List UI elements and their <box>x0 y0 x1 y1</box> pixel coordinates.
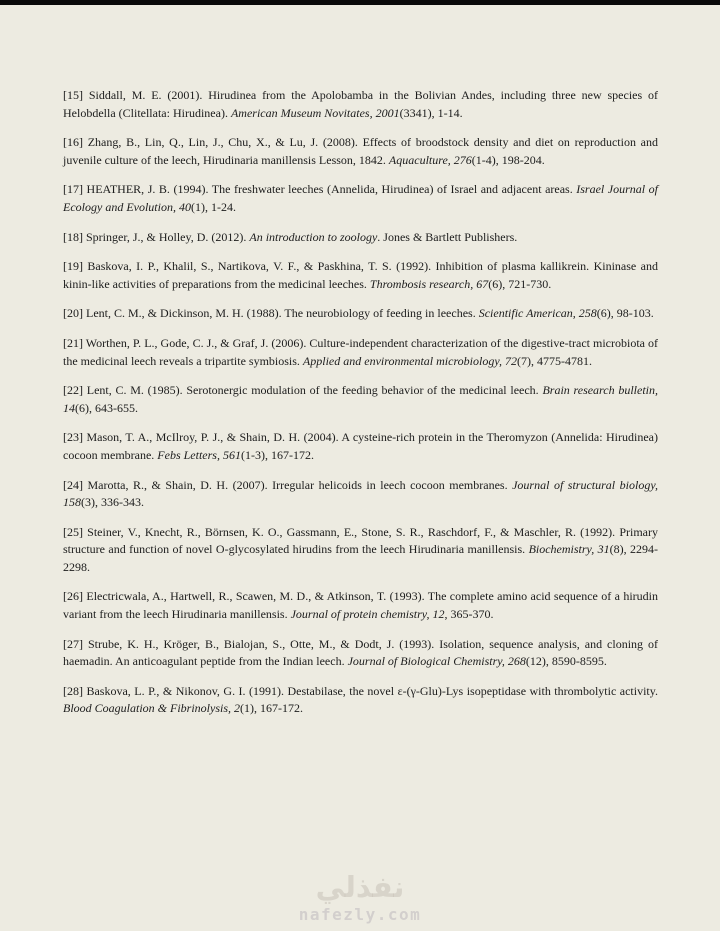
reference-text: [23] Mason, T. A., McIlroy, P. J., & Shain, D. H. (2004). A cysteine-rich protein in the Theromyzon (Annelida: Hirudinea) cocoon membrane. <box>63 430 658 462</box>
reference-entry <box>63 588 658 623</box>
reference-text: (3), 336-343. <box>81 495 144 510</box>
reference-text: [15] Siddall, M. E. (2001). Hirudinea from the Apolobamba in the Bolivian Andes, including three new species of Helobdella (Clitellata: Hirudinea). <box>63 88 658 120</box>
reference-journal-name: Blood Coagulation & Fibrinolysis, 2 <box>63 701 241 716</box>
reference-text: (1-4), 198-204. <box>471 152 545 167</box>
reference-entry <box>63 429 658 464</box>
reference-text: [20] Lent, C. M., & Dickinson, M. H. (1988). The neurobiology of feeding in leeches. <box>63 306 479 321</box>
reference-entry <box>63 683 658 718</box>
reference-entry <box>63 181 658 216</box>
reference-text: (6), 98-103. <box>596 306 654 321</box>
top-black-bar <box>0 0 720 5</box>
reference-journal-name: American Museum Novitates, 2001 <box>230 105 400 120</box>
nafezly-site-text: nafezly.com <box>298 905 422 924</box>
reference-journal-name: Thrombosis research, 67 <box>369 276 489 291</box>
reference-text: (6), 643-655. <box>75 400 138 415</box>
reference-entry <box>63 524 658 577</box>
reference-journal-name: Scientific American, 258 <box>478 306 597 321</box>
reference-text: [22] Lent, C. M. (1985). Serotonergic modulation of the feeding behavior of the medicinal leech. <box>63 383 543 398</box>
reference-entry <box>63 134 658 169</box>
reference-journal-name: Journal of protein chemistry, 12 <box>290 607 445 622</box>
reference-journal-name: Febs Letters, 561 <box>157 447 241 462</box>
reference-entry <box>63 229 658 247</box>
reference-text: [21] Worthen, P. L., Gode, C. J., & Graf, J. (2006). Culture-independent characterization of the digestive-tract microbiota of the medicinal leech reveals a tripartite symbiosis. <box>63 335 658 368</box>
reference-journal-name: Brain research bulletin, 14 <box>63 383 659 415</box>
reference-entry <box>63 382 658 417</box>
reference-text: [17] HEATHER, J. B. (1994). The freshwater leeches (Annelida, Hirudinea) of Israel and adjacent areas. <box>63 182 577 197</box>
nafezly-logo: نفذلي <box>315 870 405 904</box>
reference-text: (7), 4775-4781. <box>517 353 592 368</box>
reference-journal-name: An introduction to zoology <box>249 229 378 244</box>
reference-text: . Jones & Bartlett Publishers. <box>377 229 518 244</box>
reference-text: [26] Electricwala, A., Hartwell, R., Scawen, M. D., & Atkinson, T. (1993). The complete amino acid sequence of a hirudin variant from the leech Hirudinaria manillensis. <box>63 589 658 622</box>
reference-entry <box>63 87 658 122</box>
reference-text: (1), 1-24. <box>190 199 236 214</box>
watermark <box>0 872 720 924</box>
reference-text: [25] Steiner, V., Knecht, R., Börnsen, K. O., Gassmann, E., Stone, S. R., Raschdorf, F., & Maschler, R. (1992). Primary structure and function of novel O-glycosylated hirudins from the leech Hirudinaria manillensis. <box>63 524 658 557</box>
reference-journal-name: Biochemistry, 31 <box>528 542 610 557</box>
reference-text: (8), 2294-2298. <box>63 542 658 574</box>
reference-text: (3341), 1-14. <box>399 105 463 120</box>
reference-entry <box>63 258 658 293</box>
reference-text: (6), 721-730. <box>488 276 552 291</box>
reference-journal-name: Israel Journal of Ecology and Evolution, 40 <box>63 182 658 214</box>
reference-text: , 365-370. <box>444 607 494 622</box>
reference-journal-name: Applied and environmental microbiology, 72 <box>302 353 517 368</box>
reference-entry <box>63 477 658 512</box>
reference-text: [27] Strube, K. H., Kröger, B., Bialojan, S., Otte, M., & Dodt, J. (1993). Isolation, sequence analysis, and cloning of haemadin. An anticoagulant peptide from the Indian leech. <box>63 636 658 669</box>
reference-text: [18] Springer, J., & Holley, D. (2012). <box>63 229 250 244</box>
reference-text: [16] Zhang, B., Lin, Q., Lin, J., Chu, X., & Lu, J. (2008). Effects of broodstock density and diet on reproduction and juvenile culture of the leech, Hirudinaria manillensis Lesson, 1842. <box>63 135 658 167</box>
reference-entry <box>63 335 658 370</box>
reference-text: [28] Baskova, L. P., & Nikonov, G. I. (1991). Destabilase, the novel ε-(γ-Glu)-Lys isopeptidase with thrombolytic activity. <box>63 683 658 698</box>
reference-entry <box>63 305 658 323</box>
reference-text: (1), 167-172. <box>240 701 304 716</box>
reference-text: [19] Baskova, I. P., Khalil, S., Nartikova, V. F., & Paskhina, T. S. (1992). Inhibition of plasma kallikrein. Kininase and kinin-like activities of preparations from the medicinal leeches. <box>63 259 658 291</box>
references-list <box>63 87 658 730</box>
reference-entry <box>63 636 658 671</box>
reference-text: (1-3), 167-172. <box>240 447 314 462</box>
reference-journal-name: Aquaculture, 276 <box>388 152 472 167</box>
reference-journal-name: Journal of structural biology, 158 <box>63 477 658 510</box>
reference-text: (12), 8590-8595. <box>525 654 607 669</box>
reference-text: [24] Marotta, R., & Shain, D. H. (2007). Irregular helicoids in leech cocoon membranes. <box>63 477 513 492</box>
reference-journal-name: Journal of Biological Chemistry, 268 <box>347 654 526 669</box>
